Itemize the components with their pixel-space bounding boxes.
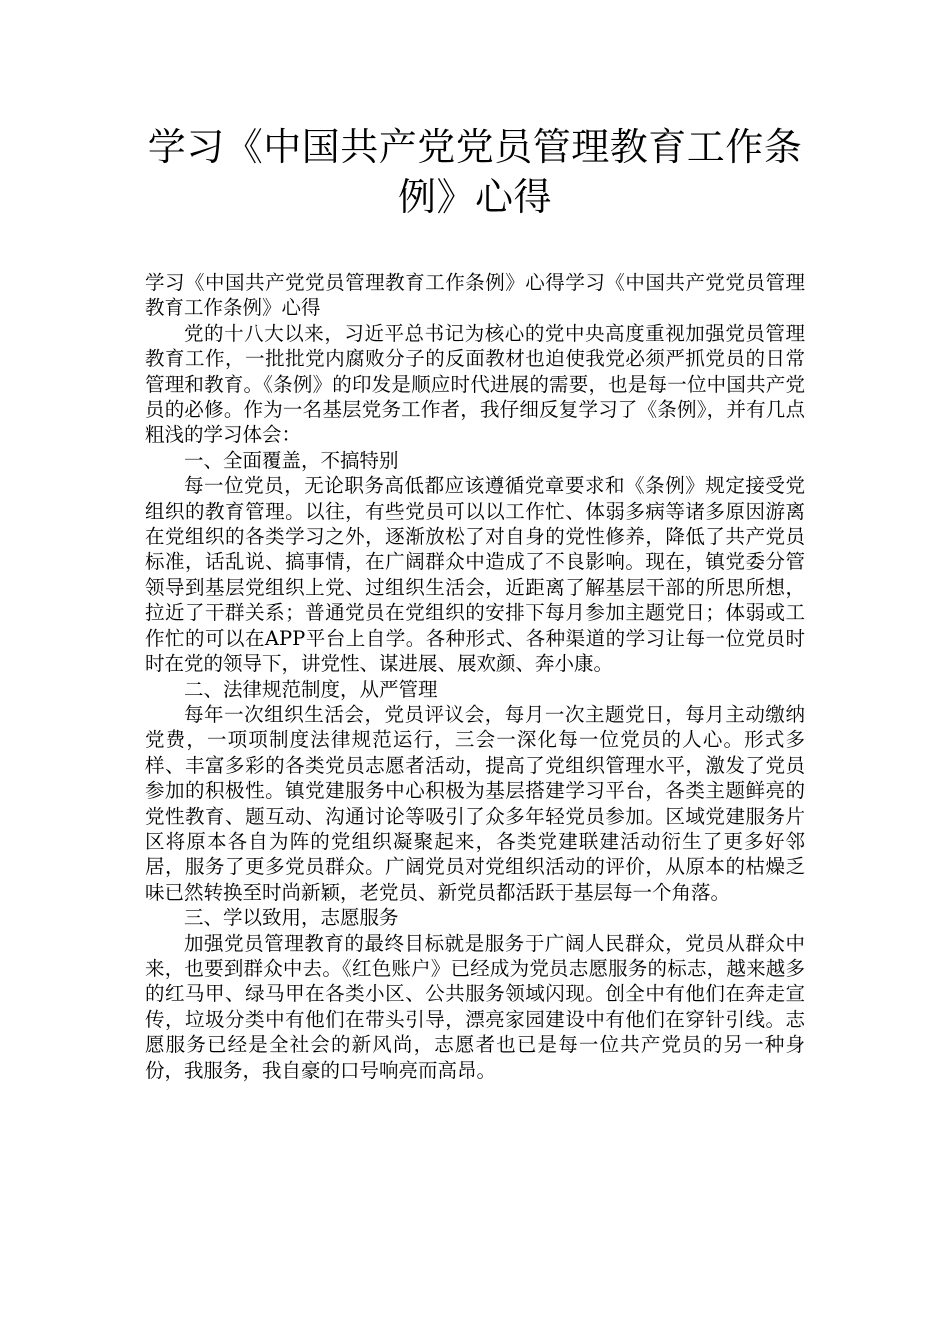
section-heading-1: 一、全面覆盖，不搞特别: [184, 448, 399, 472]
section-paragraph-2: 每年一次组织生活会，党员评议会，每月一次主题党日，每月主动缴纳党费，一项项制度法律规范运行，三会一深化每一位党员的人心。形式多样、丰富多彩的各类党员志愿者活动，提高了党组织管理水平，激发了党员参加的积极性。镇党建服务中心积极为基层搭建学习平台，各类主题鲜亮的党性教育、题互动、沟通讨论等吸引了众多年轻党员参加。区域党建服务片区将原本各自为阵的党组织凝聚起来，各类党建联建活动衍生了更多好邻居，服务了更多党员群众。广阔党员对党组织活动的评价，从原本的枯燥乏味已然转换至时尚新颖，老党员、新党员都活跃于基层每一个角落。: [145, 702, 805, 904]
section-paragraph-1: 每一位党员，无论职务高低都应该遵循党章要求和《条例》规定接受党组织的教育管理。以往，有些党员可以以工作忙、体弱多病等诸多原因游离在党组织的各类学习之外，逐渐放松了对自身的党性修养，降低了共产党员标准，话乱说、搞事情，在广阔群众中造成了不良影响。现在，镇党委分管领导到基层党组织上党、过组织生活会，近距离了解基层干部的所思所想，拉近了干群关系；普通党员在党组织的安排下每月参加主题党日；体弱或工作忙的可以在APP平台上自学。各种形式、各种渠道的学习让每一位党员时时在党的领导下，讲党性、谋进展、展欢颜、奔小康。: [145, 474, 805, 676]
section-paragraph-3: 加强党员管理教育的最终目标就是服务于广阔人民群众，党员从群众中来，也要到群众中去。《红色账户》已经成为党员志愿服务的标志，越来越多的红马甲、绿马甲在各类小区、公共服务领域闪现。创全中有他们在奔走宣传，垃圾分类中有他们在带头引导，漂亮家园建设中有他们在穿针引线。志愿服务已经是全社会的新风尚，志愿者也已是每一位共产党员的另一种身份，我服务，我自豪的口号响亮而高昂。: [145, 931, 805, 1082]
document-body: [145, 270, 805, 1083]
section-heading-3: 三、学以致用，志愿服务: [184, 906, 399, 930]
document-title: 学习《中国共产党党员管理教育工作条例》心得: [147, 125, 803, 219]
intro-paragraph: 党的十八大以来，习近平总书记为核心的党中央高度重视加强党员管理教育工作，一批批党内腐败分子的反面教材也迫使我党必须严抓党员的日常管理和教育。《条例》的印发是顺应时代进展的需要，也是每一位中国共产党员的必修。作为一名基层党务工作者，我仔细反复学习了《条例》，并有几点粗浅的学习体会：: [145, 321, 805, 447]
section-heading-2: 二、法律规范制度，从严管理: [184, 677, 438, 701]
intro-heading-paragraph: 学习《中国共产党党员管理教育工作条例》心得学习《中国共产党党员管理教育工作条例》心得: [145, 271, 805, 320]
